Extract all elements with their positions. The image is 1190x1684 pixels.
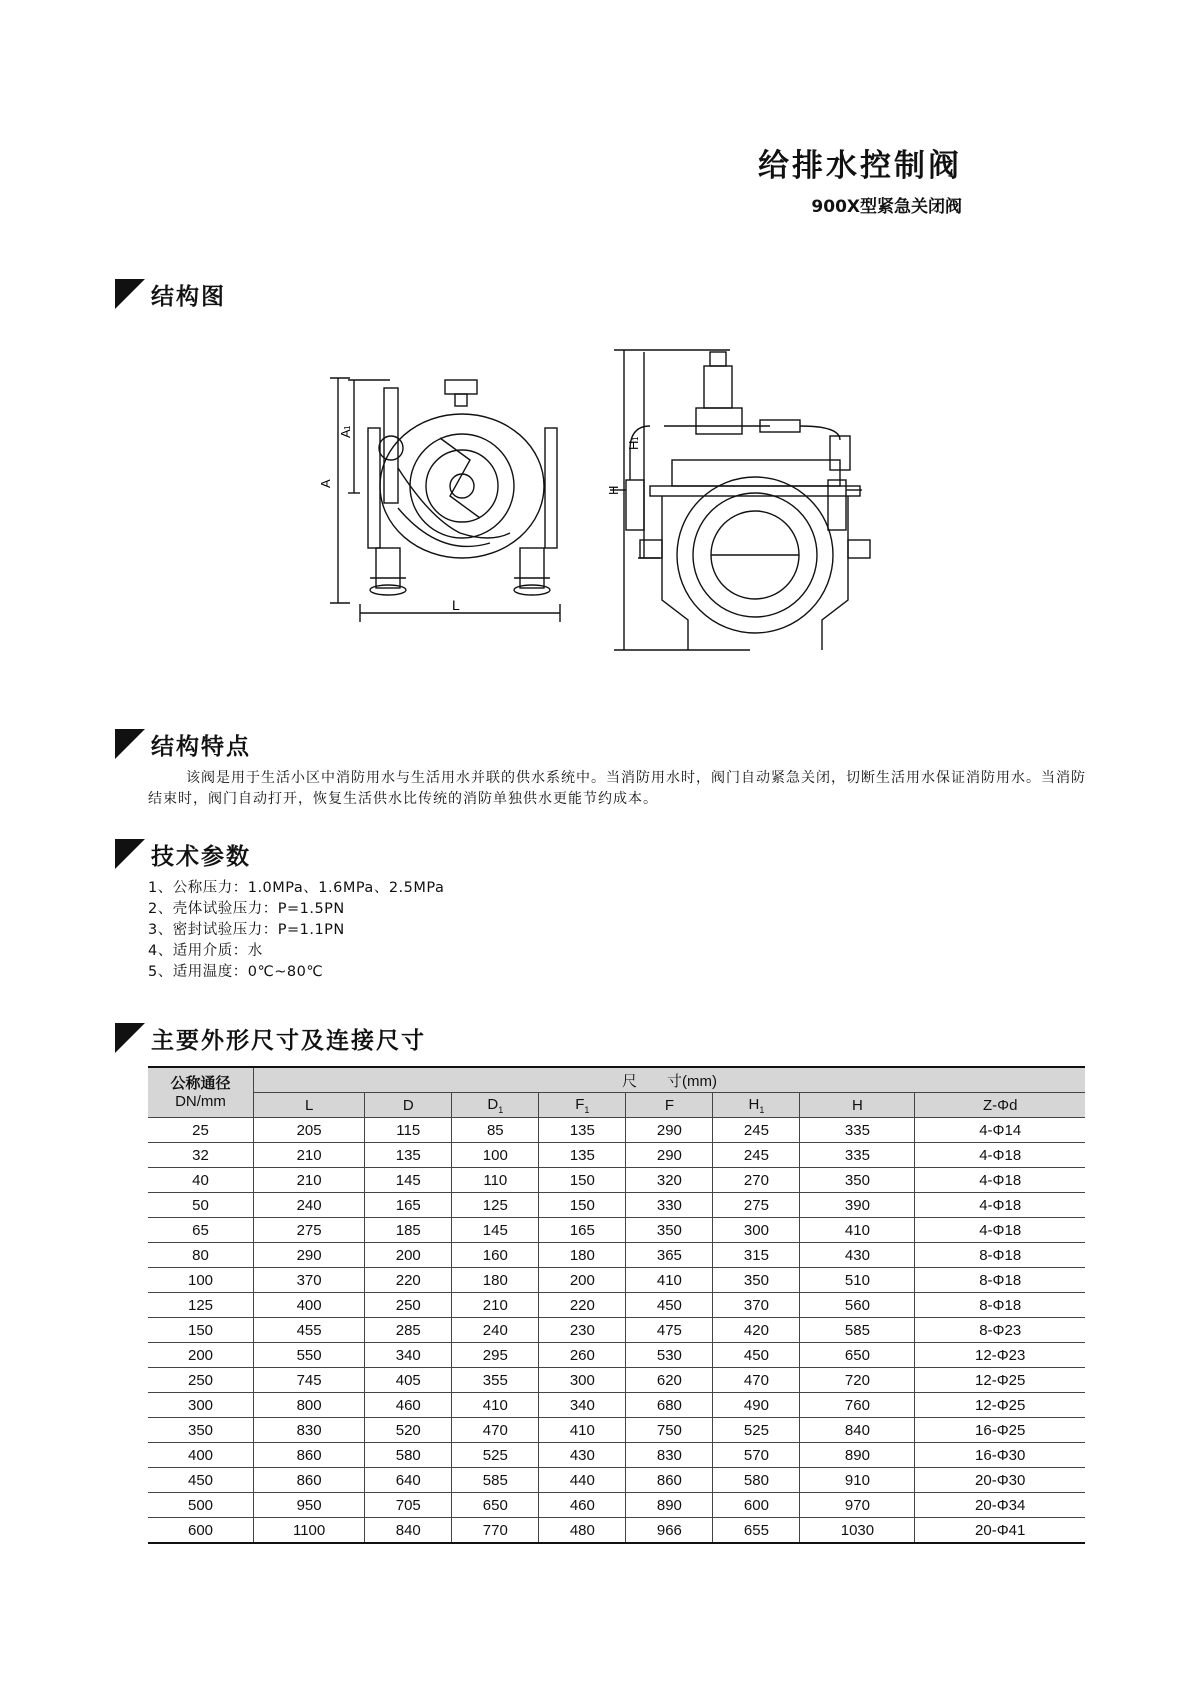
table-row: [148, 1193, 1085, 1218]
table-cell: 4-Φ18: [915, 1168, 1085, 1193]
table-cell: 110: [452, 1168, 539, 1193]
dim-label-a: A: [318, 479, 333, 488]
table-cell: 4-Φ18: [915, 1193, 1085, 1218]
table-cell: 966: [626, 1518, 713, 1544]
page-subtitle: 900X型紧急关闭阀: [811, 197, 962, 217]
table-cell: 655: [713, 1518, 800, 1544]
table-row: [148, 1243, 1085, 1268]
table-cell: 1100: [254, 1518, 365, 1544]
table-cell: 165: [539, 1218, 626, 1243]
table-cell: 12-Φ25: [915, 1368, 1085, 1393]
table-cell: 1030: [800, 1518, 915, 1544]
table-cell: 275: [713, 1193, 800, 1218]
table-cell: 840: [365, 1518, 452, 1544]
table-cell: 530: [626, 1343, 713, 1368]
table-cell: 4-Φ18: [915, 1218, 1085, 1243]
table-cell: 640: [365, 1468, 452, 1493]
table-cell: 8-Φ18: [915, 1293, 1085, 1318]
table-cell: 180: [539, 1243, 626, 1268]
table-row: [148, 1293, 1085, 1318]
table-cell: 650: [800, 1343, 915, 1368]
header-dn-line1: 公称通径: [170, 1074, 231, 1092]
tech-params-list: [148, 878, 444, 983]
table-cell: 830: [626, 1443, 713, 1468]
table-cell: 8-Φ18: [915, 1268, 1085, 1293]
table-cell: 460: [539, 1493, 626, 1518]
dim-label-a1-sub: 1: [343, 425, 352, 430]
table-body: [148, 1118, 1085, 1544]
features-paragraph: [148, 768, 1086, 810]
table-cell: 240: [254, 1193, 365, 1218]
cell-dn: 150: [148, 1318, 254, 1343]
column-header: [800, 1093, 915, 1118]
table-cell: 320: [626, 1168, 713, 1193]
column-header-subscript: 1: [584, 1104, 590, 1115]
table-cell: 705: [365, 1493, 452, 1518]
table-cell: 365: [626, 1243, 713, 1268]
table-cell: 350: [800, 1168, 915, 1193]
section-title: 结构图: [151, 282, 226, 310]
table-cell: 315: [713, 1243, 800, 1268]
table-row: [148, 1368, 1085, 1393]
table-cell: 525: [452, 1443, 539, 1468]
table-cell: 355: [452, 1368, 539, 1393]
table-cell: 100: [452, 1143, 539, 1168]
table-cell: 580: [713, 1468, 800, 1493]
column-header: [539, 1093, 626, 1118]
table-cell: 340: [539, 1393, 626, 1418]
table-cell: 245: [713, 1118, 800, 1143]
table-cell: 800: [254, 1393, 365, 1418]
table-cell: 150: [539, 1193, 626, 1218]
table-cell: 85: [452, 1118, 539, 1143]
table-cell: 135: [539, 1143, 626, 1168]
dim-label-a1: A: [338, 429, 353, 438]
dim-label-h1-sub: 1: [631, 436, 640, 441]
table-cell: 220: [539, 1293, 626, 1318]
table-cell: 525: [713, 1418, 800, 1443]
table-cell: 340: [365, 1343, 452, 1368]
table-cell: 205: [254, 1118, 365, 1143]
table-cell: 150: [539, 1168, 626, 1193]
valve-side-view-drawing: [320, 368, 570, 628]
table-cell: 295: [452, 1343, 539, 1368]
table-cell: 230: [539, 1318, 626, 1343]
cell-dn: 32: [148, 1143, 254, 1168]
table-cell: 760: [800, 1393, 915, 1418]
table-cell: 480: [539, 1518, 626, 1544]
column-header-subscript: 1: [498, 1104, 504, 1115]
table-cell: 550: [254, 1343, 365, 1368]
cell-dn: 25: [148, 1118, 254, 1143]
cell-dn: 400: [148, 1443, 254, 1468]
section-marker-icon: [115, 839, 145, 869]
cell-dn: 50: [148, 1193, 254, 1218]
section-title: 结构特点: [151, 732, 251, 760]
dim-label-h: H: [606, 485, 621, 495]
section-marker-icon: [115, 279, 145, 309]
table-cell: 290: [254, 1243, 365, 1268]
column-header: [915, 1093, 1085, 1118]
table-cell: 350: [626, 1218, 713, 1243]
table-cell: 405: [365, 1368, 452, 1393]
table-cell: 585: [452, 1468, 539, 1493]
column-header: [713, 1093, 800, 1118]
cell-dn: 350: [148, 1418, 254, 1443]
header-dn-line2: DN/mm: [175, 1092, 226, 1110]
table-cell: 240: [452, 1318, 539, 1343]
table-cell: 20-Φ30: [915, 1468, 1085, 1493]
table-cell: 460: [365, 1393, 452, 1418]
column-header: [626, 1093, 713, 1118]
header-dn: [148, 1067, 254, 1118]
section-features: [115, 726, 251, 762]
section-title: 技术参数: [151, 842, 251, 870]
cell-dn: 80: [148, 1243, 254, 1268]
table-row: [148, 1418, 1085, 1443]
table-cell: 350: [713, 1268, 800, 1293]
section-dimensions: [115, 1020, 426, 1056]
column-header-label: D: [487, 1095, 499, 1113]
table-row: [148, 1118, 1085, 1143]
section-structure-diagram: [115, 276, 226, 312]
table-row: [148, 1468, 1085, 1493]
table-cell: 200: [539, 1268, 626, 1293]
table-cell: 860: [254, 1443, 365, 1468]
table-cell: 245: [713, 1143, 800, 1168]
table-row: [148, 1143, 1085, 1168]
section-marker-icon: [115, 729, 145, 759]
table-cell: 450: [626, 1293, 713, 1318]
column-header-subscript: 1: [759, 1104, 765, 1115]
page-title: 给排水控制阀: [758, 148, 962, 184]
table-cell: 455: [254, 1318, 365, 1343]
table-cell: 770: [452, 1518, 539, 1544]
cell-dn: 600: [148, 1518, 254, 1544]
table-cell: 560: [800, 1293, 915, 1318]
column-header-label: L: [304, 1096, 314, 1114]
table-cell: 370: [713, 1293, 800, 1318]
table-cell: 16-Φ25: [915, 1418, 1085, 1443]
column-header-label: F: [575, 1095, 585, 1113]
table-row: [148, 1518, 1085, 1544]
table-cell: 650: [452, 1493, 539, 1518]
cell-dn: 125: [148, 1293, 254, 1318]
table-cell: 370: [254, 1268, 365, 1293]
table-row: [148, 1268, 1085, 1293]
cell-dn: 40: [148, 1168, 254, 1193]
table-cell: 430: [800, 1243, 915, 1268]
table-cell: 570: [713, 1443, 800, 1468]
table-cell: 160: [452, 1243, 539, 1268]
table-cell: 520: [365, 1418, 452, 1443]
table-cell: 290: [626, 1118, 713, 1143]
table-cell: 830: [254, 1418, 365, 1443]
table-row: [148, 1218, 1085, 1243]
column-header: [365, 1093, 452, 1118]
table-cell: 840: [800, 1418, 915, 1443]
table-cell: 300: [713, 1218, 800, 1243]
cell-dn: 450: [148, 1468, 254, 1493]
table-cell: 430: [539, 1443, 626, 1468]
table-cell: 145: [365, 1168, 452, 1193]
table-cell: 210: [254, 1168, 365, 1193]
table-cell: 220: [365, 1268, 452, 1293]
table-cell: 285: [365, 1318, 452, 1343]
table-cell: 8-Φ18: [915, 1243, 1085, 1268]
table-cell: 180: [452, 1268, 539, 1293]
table-cell: 890: [800, 1443, 915, 1468]
table-cell: 200: [365, 1243, 452, 1268]
table-cell: 390: [800, 1193, 915, 1218]
cell-dn: 500: [148, 1493, 254, 1518]
table-cell: 680: [626, 1393, 713, 1418]
param-item: 1、公称压力：1.0MPa、1.6MPa、2.5MPa: [148, 880, 445, 896]
table-cell: 20-Φ34: [915, 1493, 1085, 1518]
column-header-label: F: [664, 1096, 674, 1114]
table-cell: 910: [800, 1468, 915, 1493]
section-title: 主要外形尺寸及连接尺寸: [151, 1026, 426, 1054]
table-cell: 490: [713, 1393, 800, 1418]
table-cell: 420: [713, 1318, 800, 1343]
cell-dn: 300: [148, 1393, 254, 1418]
table-cell: 335: [800, 1118, 915, 1143]
table-cell: 12-Φ23: [915, 1343, 1085, 1368]
table-cell: 12-Φ25: [915, 1393, 1085, 1418]
table-cell: 475: [626, 1318, 713, 1343]
table-cell: 750: [626, 1418, 713, 1443]
table-row: [148, 1343, 1085, 1368]
table-cell: 470: [713, 1368, 800, 1393]
valve-front-view-drawing: [600, 340, 940, 660]
param-item: 2、壳体试验压力：P=1.5PN: [148, 901, 345, 917]
column-header: [254, 1093, 365, 1118]
table-cell: 300: [539, 1368, 626, 1393]
table-cell: 410: [539, 1418, 626, 1443]
table-cell: 950: [254, 1493, 365, 1518]
table-cell: 335: [800, 1143, 915, 1168]
dim-label-l: L: [452, 597, 460, 613]
table-row: [148, 1168, 1085, 1193]
column-header-label: H: [748, 1095, 760, 1113]
features-text: 该阀是用于生活小区中消防用水与生活用水并联的供水系统中。当消防用水时，阀门自动紧急关闭，切断生活用水保证消防用水。当消防结束时，阀门自动打开，恢复生活供水比传统的消防单独供水更能节约成本。: [148, 770, 1086, 807]
table-cell: 600: [713, 1493, 800, 1518]
table-cell: 275: [254, 1218, 365, 1243]
table-cell: 145: [452, 1218, 539, 1243]
table-cell: 860: [626, 1468, 713, 1493]
section-marker-icon: [115, 1023, 145, 1053]
table-cell: 185: [365, 1218, 452, 1243]
param-item: 3、密封试验压力：P=1.1PN: [148, 922, 345, 938]
table-cell: 16-Φ30: [915, 1443, 1085, 1468]
table-cell: 270: [713, 1168, 800, 1193]
table-cell: 620: [626, 1368, 713, 1393]
column-header-row: [148, 1093, 1085, 1118]
dim-label-h1: H: [626, 440, 641, 450]
cell-dn: 65: [148, 1218, 254, 1243]
table-cell: 410: [626, 1268, 713, 1293]
table-cell: 510: [800, 1268, 915, 1293]
table-cell: 720: [800, 1368, 915, 1393]
table-cell: 970: [800, 1493, 915, 1518]
table-cell: 410: [452, 1393, 539, 1418]
table-cell: 330: [626, 1193, 713, 1218]
table-cell: 250: [365, 1293, 452, 1318]
table-cell: 4-Φ14: [915, 1118, 1085, 1143]
table-cell: 4-Φ18: [915, 1143, 1085, 1168]
table-cell: 135: [539, 1118, 626, 1143]
table-cell: 290: [626, 1143, 713, 1168]
table-cell: 210: [254, 1143, 365, 1168]
table-cell: 135: [365, 1143, 452, 1168]
table-row: [148, 1443, 1085, 1468]
table-cell: 440: [539, 1468, 626, 1493]
table-cell: 210: [452, 1293, 539, 1318]
table-row: [148, 1318, 1085, 1343]
cell-dn: 250: [148, 1368, 254, 1393]
table-cell: 20-Φ41: [915, 1518, 1085, 1544]
table-row: [148, 1493, 1085, 1518]
table-cell: 580: [365, 1443, 452, 1468]
table-cell: 8-Φ23: [915, 1318, 1085, 1343]
table-cell: 165: [365, 1193, 452, 1218]
param-item: 5、适用温度：0℃~80℃: [148, 964, 324, 980]
table-cell: 890: [626, 1493, 713, 1518]
column-header: [452, 1093, 539, 1118]
section-tech-params: [115, 836, 251, 872]
header-dimensions: 尺 寸(mm): [254, 1067, 1086, 1093]
table-cell: 125: [452, 1193, 539, 1218]
column-header-label: D: [402, 1096, 414, 1114]
column-header-label: Z-Φd: [982, 1096, 1018, 1114]
table-cell: 470: [452, 1418, 539, 1443]
table-cell: 400: [254, 1293, 365, 1318]
cell-dn: 100: [148, 1268, 254, 1293]
column-header-label: H: [852, 1096, 863, 1114]
cell-dn: 200: [148, 1343, 254, 1368]
table-row: [148, 1393, 1085, 1418]
table-cell: 410: [800, 1218, 915, 1243]
param-item: 4、适用介质：水: [148, 943, 263, 959]
table-cell: 585: [800, 1318, 915, 1343]
table-cell: 115: [365, 1118, 452, 1143]
table-cell: 260: [539, 1343, 626, 1368]
table-cell: 860: [254, 1468, 365, 1493]
table-cell: 745: [254, 1368, 365, 1393]
dimensions-table: [148, 1066, 1085, 1544]
table-cell: 450: [713, 1343, 800, 1368]
